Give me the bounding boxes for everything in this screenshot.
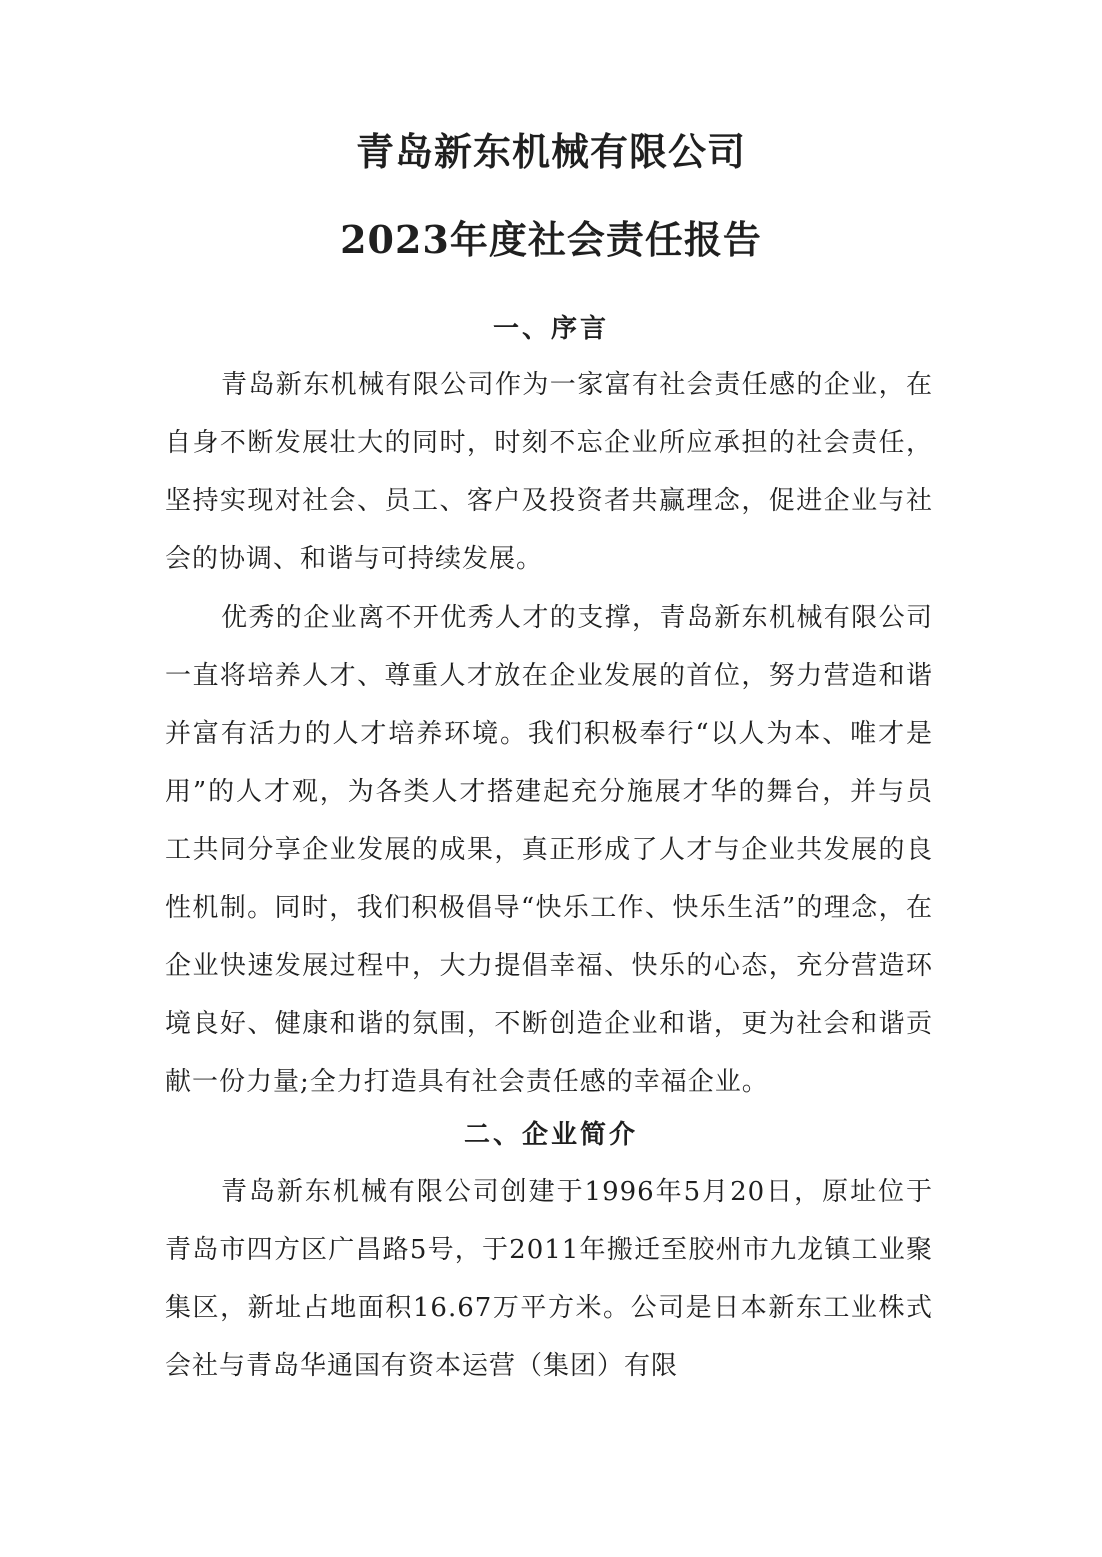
section-heading-company-intro: 二、企业简介: [463, 1120, 638, 1150]
document-title-report: 2023年度社会责任报告: [340, 217, 762, 262]
company-intro-paragraph-1: 青岛新东机械有限公司创建于1996年5月20日，原址位于青岛市四方区广昌路5号，于2011年搬迁至胶州市九龙镇工业聚集区，新址占地面积16.67万平方米。公司是日本新东工业株式会社与青岛华通国有资本运营（集团）有限: [165, 1177, 933, 1381]
preface-paragraph-2: 优秀的企业离不开优秀人才的支撑，青岛新东机械有限公司一直将培养人才、尊重人才放在企业发展的首位，努力营造和谐并富有活力的人才培养环境。我们积极奉行“以人为本、唯才是用”的人才观，为各类人才搭建起充分施展才华的舞台，并与员工共同分享企业发展的成果，真正形成了人才与企业共发展的良性机制。同时，我们积极倡导“快乐工作、快乐生活”的理念，在企业快速发展过程中，大力提倡幸福、快乐的心态，充分营造环境良好、健康和谐的氛围，不断创造企业和谐，更为社会和谐贡献一份力量;全力打造具有社会责任感的幸福企业。: [165, 603, 933, 1097]
section-heading-preface: 一、序言: [492, 314, 609, 344]
preface-paragraph-1: 青岛新东机械有限公司作为一家富有社会责任感的企业，在自身不断发展壮大的同时，时刻不忘企业所应承担的社会责任，坚持实现对社会、员工、客户及投资者共赢理念，促进企业与社会的协调、和谐与可持续发展。: [165, 370, 933, 574]
document-title-company: 青岛新东机械有限公司: [355, 129, 746, 174]
